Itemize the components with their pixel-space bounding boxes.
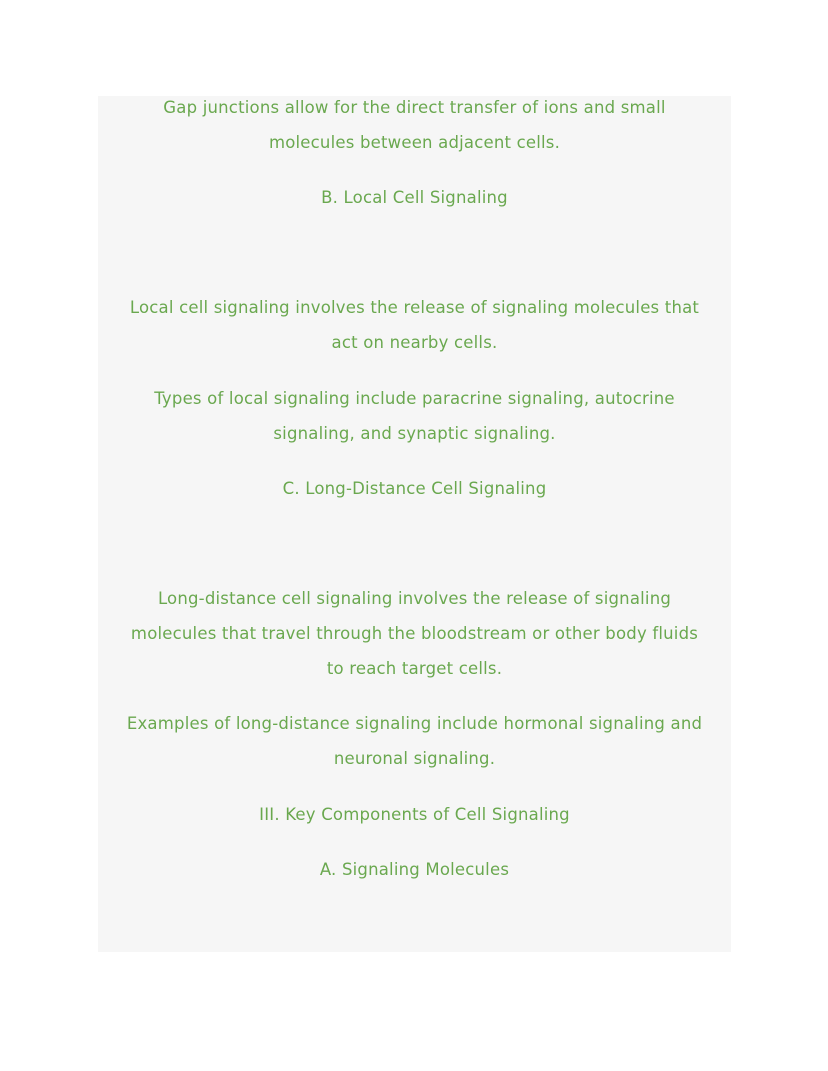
text-line: neuronal signaling. [333,749,496,768]
document-page [98,96,731,952]
text-line: A. Signaling Molecules [319,860,510,879]
text-line: Types of local signaling include paracrine signaling, autocrine [154,389,675,408]
text-line: molecules between adjacent cells. [268,133,561,152]
heading-long-distance-cell-signaling [98,471,731,506]
text-line: molecules that travel through the bloodstream or other body fluids [130,624,699,643]
text-line: Examples of long-distance signaling include hormonal signaling and [126,714,703,733]
text-line: Gap junctions allow for the direct transfer of ions and small [163,98,666,117]
text-line: C. Long-Distance Cell Signaling [282,479,547,498]
text-line: B. Local Cell Signaling [321,188,508,207]
heading-local-cell-signaling [98,180,731,215]
text-line: act on nearby cells. [331,333,498,352]
heading-key-components [98,797,731,832]
paragraph-local-signaling-types [98,381,731,451]
paragraph-long-distance-definition [98,581,731,686]
text-line: to reach target cells. [326,659,503,678]
heading-signaling-molecules [98,852,731,887]
text-line: Local cell signaling involves the release of signaling molecules that [129,298,700,317]
text-line: III. Key Components of Cell Signaling [259,805,570,824]
paragraph-long-distance-examples [98,706,731,776]
text-line: signaling, and synaptic signaling. [273,424,556,443]
paragraph-gap-junctions [98,90,731,160]
paragraph-local-signaling-definition [98,290,731,360]
text-line: Long-distance cell signaling involves the release of signaling [157,589,672,608]
